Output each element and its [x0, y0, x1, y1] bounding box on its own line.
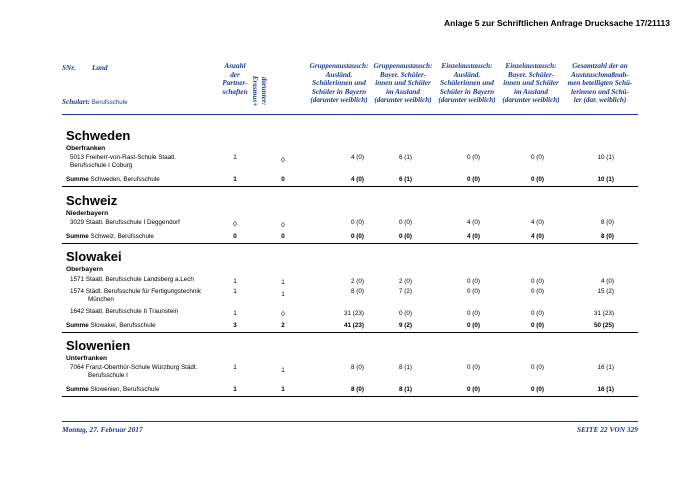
summary-label — [66, 322, 236, 330]
header-anzahl-line: Partner- — [222, 79, 248, 88]
table-header — [0, 62, 700, 114]
cell-total: 10 (1) — [597, 154, 614, 161]
header-line: innen und Schüler — [375, 79, 431, 88]
header-single-in — [434, 62, 500, 105]
cell-erasmus: 0 — [281, 311, 285, 318]
cell-group-in: 0 (0) — [351, 233, 364, 240]
cell-group-out: 9 (2) — [399, 322, 412, 329]
cell-total: 31 (23) — [594, 310, 614, 317]
header-rule — [62, 114, 638, 115]
cell-single-in: 0 (0) — [467, 288, 480, 295]
header-line: ler (dar. weiblich) — [573, 96, 627, 105]
school-name-line: Berufsschule I — [88, 371, 128, 379]
cell-single-in: 0 (0) — [467, 176, 480, 183]
header-line: men beteiligten Schü- — [567, 79, 633, 88]
cell-partnerships: 3 — [233, 322, 237, 329]
cell-group-in: 2 (0) — [351, 278, 364, 285]
cell-erasmus: 0 — [281, 222, 285, 229]
cell-group-out: 2 (0) — [399, 278, 412, 285]
header-line: Einzelaustausch: — [505, 62, 557, 70]
section-region: Niederbayern — [66, 210, 109, 217]
cell-partnerships: 0 — [233, 233, 237, 240]
cell-group-in: 8 (0) — [351, 364, 364, 371]
cell-erasmus: 0 — [281, 176, 285, 183]
cell-group-out: 7 (2) — [399, 288, 412, 295]
header-line: (darunter weiblich) — [502, 96, 560, 105]
cell-single-out: 0 (0) — [531, 154, 544, 161]
cell-group-out: 0 (0) — [399, 219, 412, 226]
cell-group-out: 8 (1) — [399, 364, 412, 371]
cell-total: 8 (0) — [601, 219, 614, 226]
cell-total: 16 (1) — [597, 364, 614, 371]
summary-label-text: Slowenien, Berufsschule — [90, 386, 160, 393]
header-line: Schülerinnen und — [312, 79, 366, 88]
school-name — [70, 276, 230, 284]
cell-single-out: 0 (0) — [531, 176, 544, 183]
section-rule — [62, 396, 638, 397]
header-line: Einzelaustausch: — [441, 62, 493, 70]
header-anzahl-line: schaften — [222, 87, 248, 96]
cell-partnerships: 1 — [233, 364, 237, 371]
cell-erasmus: 2 — [281, 322, 285, 329]
header-schulart-label: Schulart: — [62, 98, 90, 106]
cell-total: 8 (0) — [601, 233, 614, 240]
cell-single-in: 0 (0) — [467, 154, 480, 161]
section-rule — [62, 186, 638, 187]
section-region: Unterfranken — [66, 355, 108, 362]
section-rule — [62, 243, 638, 244]
header-line: Gruppenaustausch: — [373, 62, 433, 70]
header-single-out — [498, 62, 564, 105]
school-name-line: Berufsschule I Coburg — [70, 161, 133, 169]
cell-single-out: 0 (0) — [531, 278, 544, 285]
cell-single-in: 4 (0) — [467, 219, 480, 226]
school-name-line: 1571 Staatl. Berufsschule Landsberg a.Lech — [70, 276, 194, 283]
cell-group-out: 6 (1) — [399, 154, 412, 161]
cell-total: 10 (1) — [597, 176, 614, 183]
cell-single-in: 0 (0) — [467, 278, 480, 285]
cell-group-out: 0 (0) — [399, 310, 412, 317]
cell-partnerships: 1 — [233, 386, 237, 393]
cell-group-in: 4 (0) — [351, 176, 364, 183]
cell-group-out: 0 (0) — [399, 233, 412, 240]
summary-label-text: Schweiz, Berufsschule — [90, 233, 154, 240]
header-line: Austauschmaßnah- — [571, 70, 629, 79]
school-name — [70, 154, 230, 169]
cell-single-out: 0 (0) — [531, 386, 544, 393]
school-name — [70, 364, 230, 379]
header-land: Land — [92, 64, 108, 72]
school-name-line: 1574 Städt. Berufsschule für Fertigungstechnik — [70, 288, 201, 295]
cell-group-in: 41 (23) — [344, 322, 364, 329]
cell-partnerships: 1 — [233, 154, 237, 161]
summary-label — [66, 233, 236, 241]
summary-label-text: Schweden, Berufsschule — [90, 176, 160, 183]
cell-single-out: 0 (0) — [531, 288, 544, 295]
cell-partnerships: 1 — [233, 288, 237, 295]
header-line: Schüler in Bayern — [311, 87, 367, 96]
section-region: Oberfranken — [66, 145, 106, 152]
school-name-line: 1642 Staatl. Berufsschule II Traunstein — [70, 308, 179, 315]
school-name — [70, 288, 230, 303]
footer-page-number: SEITE 22 VON 329 — [577, 425, 638, 434]
cell-single-in: 0 (0) — [467, 322, 480, 329]
cell-group-out: 6 (1) — [399, 176, 412, 183]
header-erasmus-line: darunter: — [260, 76, 268, 106]
cell-single-in: 0 (0) — [467, 386, 480, 393]
cell-single-in: 0 (0) — [467, 364, 480, 371]
header-schulart — [62, 98, 128, 108]
header-line: Gruppenaustausch: — [309, 62, 369, 70]
cell-group-out: 8 (1) — [399, 386, 412, 393]
cell-total: 16 (1) — [597, 386, 614, 393]
section-country: Slowenien — [66, 338, 131, 353]
section-country: Slowakei — [66, 249, 122, 264]
summary-label-bold: Summe — [66, 386, 89, 393]
header-line: Ausländ. — [453, 70, 481, 79]
section-country: Schweiz — [66, 193, 118, 208]
cell-erasmus: 1 — [281, 367, 285, 374]
cell-erasmus: 1 — [281, 291, 285, 298]
school-name-line: 7064 Franz-Oberthür-Schule Würzburg Städt. — [70, 364, 198, 371]
header-line: (darunter weiblich) — [438, 96, 496, 105]
header-line: im Ausland — [514, 87, 548, 96]
header-erasmus — [251, 68, 268, 114]
cell-partnerships: 1 — [233, 310, 237, 317]
header-line: Bayer. Schüler- — [507, 70, 555, 79]
header-line: im Ausland — [386, 87, 420, 96]
section-country: Schweden — [66, 128, 131, 143]
header-group-out — [370, 62, 436, 105]
header-total — [562, 62, 638, 105]
section-region: Oberbayern — [66, 266, 104, 273]
footer-date: Montag, 27. Februar 2017 — [62, 425, 143, 434]
cell-total: 50 (25) — [594, 322, 614, 329]
cell-erasmus: 0 — [281, 233, 285, 240]
school-name — [70, 219, 230, 227]
header-snr: SNr. — [62, 64, 76, 72]
header-line: Gesamtzahl der an — [572, 62, 628, 70]
cell-erasmus: 1 — [281, 386, 285, 393]
header-anzahl-line: Anzahl — [224, 62, 246, 70]
header-line: innen und Schüler — [503, 79, 559, 88]
cell-group-in: 8 (0) — [351, 288, 364, 295]
cell-single-out: 0 (0) — [531, 322, 544, 329]
header-schulart-value: Berufsschule — [91, 99, 128, 106]
cell-total: 15 (2) — [597, 288, 614, 295]
summary-label — [66, 386, 236, 394]
summary-label-bold: Summe — [66, 233, 89, 240]
summary-label-bold: Summe — [66, 322, 89, 329]
header-line: Bayer. Schüler- — [379, 70, 427, 79]
cell-group-in: 0 (0) — [351, 219, 364, 226]
cell-partnerships: 0 — [233, 221, 237, 228]
header-anzahl-line: der — [230, 70, 240, 79]
header-group-in — [306, 62, 372, 105]
cell-single-out: 0 (0) — [531, 364, 544, 371]
cell-group-in: 31 (23) — [344, 310, 364, 317]
cell-single-out: 0 (0) — [531, 310, 544, 317]
cell-single-out: 4 (0) — [531, 219, 544, 226]
header-line: lerinnen und Schü- — [571, 87, 629, 96]
header-line: Schülerinnen und — [440, 79, 494, 88]
header-line: Ausländ. — [325, 70, 353, 79]
summary-label — [66, 176, 236, 184]
section-rule — [62, 332, 638, 333]
cell-group-in: 8 (0) — [351, 386, 364, 393]
school-name-line: 3029 Staatl. Berufsschule I Deggendorf — [70, 219, 180, 226]
cell-total: 4 (0) — [601, 278, 614, 285]
cell-partnerships: 1 — [233, 176, 237, 183]
header-anzahl — [214, 62, 256, 96]
cell-group-in: 4 (0) — [351, 154, 364, 161]
summary-label-bold: Summe — [66, 176, 89, 183]
cell-erasmus: 1 — [281, 279, 285, 286]
header-erasmus-line: Erasmus+ — [251, 75, 260, 107]
school-name-line: 5013 Freiherr-von-Rast-Schule Staatl. — [70, 154, 177, 161]
header-line: (darunter weiblich) — [310, 96, 368, 105]
cell-single-out: 4 (0) — [531, 233, 544, 240]
header-line: Schüler in Bayern — [439, 87, 495, 96]
footer-rule — [62, 421, 638, 422]
school-name — [70, 308, 230, 316]
cell-single-in: 4 (0) — [467, 233, 480, 240]
cell-partnerships: 1 — [233, 278, 237, 285]
school-name-line: München — [88, 295, 114, 303]
annex-reference: Anlage 5 zur Schriftlichen Anfrage Drucksache 17/21113 — [444, 18, 670, 28]
cell-erasmus: 0 — [281, 157, 285, 164]
header-line: (darunter weiblich) — [374, 96, 432, 105]
cell-single-in: 0 (0) — [467, 310, 480, 317]
summary-label-text: Slowakei, Berufsschule — [90, 322, 156, 329]
